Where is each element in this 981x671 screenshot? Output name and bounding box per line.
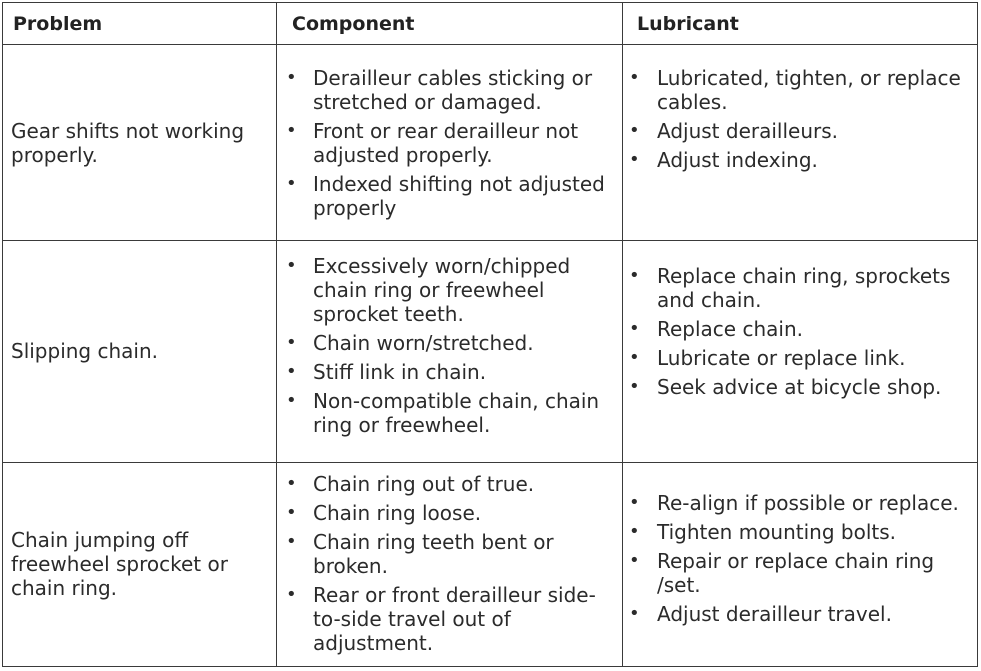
list-item bbox=[623, 317, 977, 341]
list-item bbox=[623, 491, 977, 515]
bullet-icon: • bbox=[629, 149, 640, 170]
list-item-text: Adjust indexing. bbox=[657, 148, 818, 172]
list-item bbox=[277, 583, 622, 655]
list-item bbox=[623, 119, 977, 143]
list-item-text: Repair or replace chain ring /set. bbox=[657, 548, 935, 597]
troubleshooting-table bbox=[2, 2, 978, 667]
component-cell bbox=[277, 45, 623, 241]
list-item-text: Rear or front derailleur side-to-side travel out of adjustment. bbox=[313, 582, 596, 655]
list-item bbox=[277, 501, 622, 525]
list-item-text: Lubricated, tighten, or replace cables. bbox=[657, 66, 961, 114]
bullet-icon: • bbox=[629, 318, 640, 340]
list-item-text: Tighten mounting bolts. bbox=[657, 519, 897, 544]
bullet-icon: • bbox=[629, 120, 640, 141]
list-item bbox=[623, 346, 977, 370]
component-list bbox=[277, 472, 622, 655]
list-item bbox=[277, 360, 622, 384]
bullet-icon: • bbox=[286, 390, 297, 412]
list-item bbox=[623, 66, 977, 114]
component-list bbox=[277, 66, 622, 220]
list-item bbox=[623, 602, 977, 626]
table-row bbox=[3, 462, 978, 666]
table-row bbox=[3, 45, 978, 241]
list-item-text: Non-compatible chain, chain ring or freewheel. bbox=[313, 389, 600, 438]
list-item-text: Replace chain. bbox=[657, 317, 803, 342]
lubricant-list bbox=[623, 264, 977, 399]
bullet-icon: • bbox=[629, 491, 640, 513]
header-lubricant: Lubricant bbox=[623, 3, 978, 45]
list-item-text: Re-align if possible or replace. bbox=[657, 490, 959, 515]
list-item-text: Excessively worn/chipped chain ring or freewheel sprocket teeth. bbox=[313, 254, 571, 327]
list-item-text: Replace chain ring, sprockets and chain. bbox=[657, 264, 951, 313]
bullet-icon: • bbox=[629, 520, 640, 542]
bullet-icon: • bbox=[629, 549, 640, 571]
component-list bbox=[277, 254, 622, 437]
bullet-icon: • bbox=[286, 67, 297, 88]
list-item-text: Adjust derailleurs. bbox=[657, 119, 839, 143]
list-item-text: Adjust derailleur travel. bbox=[657, 601, 892, 626]
list-item-text: Seek advice at bicycle shop. bbox=[657, 375, 942, 400]
list-item-text: Front or rear derailleur not adjusted properly. bbox=[313, 119, 579, 167]
bullet-icon: • bbox=[629, 265, 640, 287]
problem-cell: Chain jumping off freewheel sprocket or chain ring. bbox=[3, 462, 277, 666]
bullet-icon: • bbox=[286, 173, 297, 194]
list-item-text: Derailleur cables sticking or stretched or damaged. bbox=[313, 66, 593, 114]
list-item bbox=[277, 172, 622, 220]
bullet-icon: • bbox=[629, 376, 640, 398]
list-item-text: Chain worn/stretched. bbox=[313, 331, 534, 356]
header-problem: Problem bbox=[3, 3, 277, 45]
list-item bbox=[277, 331, 622, 355]
bullet-icon: • bbox=[286, 583, 297, 605]
component-cell bbox=[277, 241, 623, 462]
problem-cell: Gear shifts not working properly. bbox=[3, 45, 277, 241]
list-item bbox=[277, 66, 622, 114]
list-item-text: Chain ring loose. bbox=[313, 500, 482, 525]
list-item-text: Indexed shifting not adjusted properly bbox=[313, 172, 605, 220]
list-item bbox=[623, 549, 977, 597]
list-item bbox=[623, 375, 977, 399]
bullet-icon: • bbox=[286, 255, 297, 277]
problem-cell: Slipping chain. bbox=[3, 241, 277, 462]
header-row bbox=[3, 3, 978, 45]
list-item-text: Lubricate or replace link. bbox=[657, 346, 906, 371]
lubricant-list bbox=[623, 491, 977, 626]
list-item bbox=[277, 472, 622, 496]
lubricant-cell bbox=[623, 241, 978, 462]
list-item bbox=[277, 119, 622, 167]
bullet-icon: • bbox=[286, 530, 297, 552]
bullet-icon: • bbox=[629, 347, 640, 369]
lubricant-cell bbox=[623, 45, 978, 241]
lubricant-list bbox=[623, 66, 977, 172]
header-component: Component bbox=[277, 3, 623, 45]
list-item bbox=[277, 254, 622, 326]
list-item-text: Chain ring teeth bent or broken. bbox=[313, 529, 554, 578]
list-item bbox=[623, 520, 977, 544]
bullet-icon: • bbox=[286, 332, 297, 354]
bullet-icon: • bbox=[629, 602, 640, 624]
component-cell bbox=[277, 462, 623, 666]
list-item bbox=[277, 389, 622, 437]
list-item-text: Stiff link in chain. bbox=[313, 360, 487, 385]
lubricant-cell bbox=[623, 462, 978, 666]
bullet-icon: • bbox=[629, 67, 640, 88]
bullet-icon: • bbox=[286, 472, 297, 494]
list-item bbox=[623, 264, 977, 312]
list-item bbox=[277, 530, 622, 578]
bullet-icon: • bbox=[286, 361, 297, 383]
bullet-icon: • bbox=[286, 501, 297, 523]
list-item bbox=[623, 148, 977, 172]
list-item-text: Chain ring out of true. bbox=[313, 471, 535, 496]
bullet-icon: • bbox=[286, 120, 297, 141]
table-row bbox=[3, 241, 978, 462]
